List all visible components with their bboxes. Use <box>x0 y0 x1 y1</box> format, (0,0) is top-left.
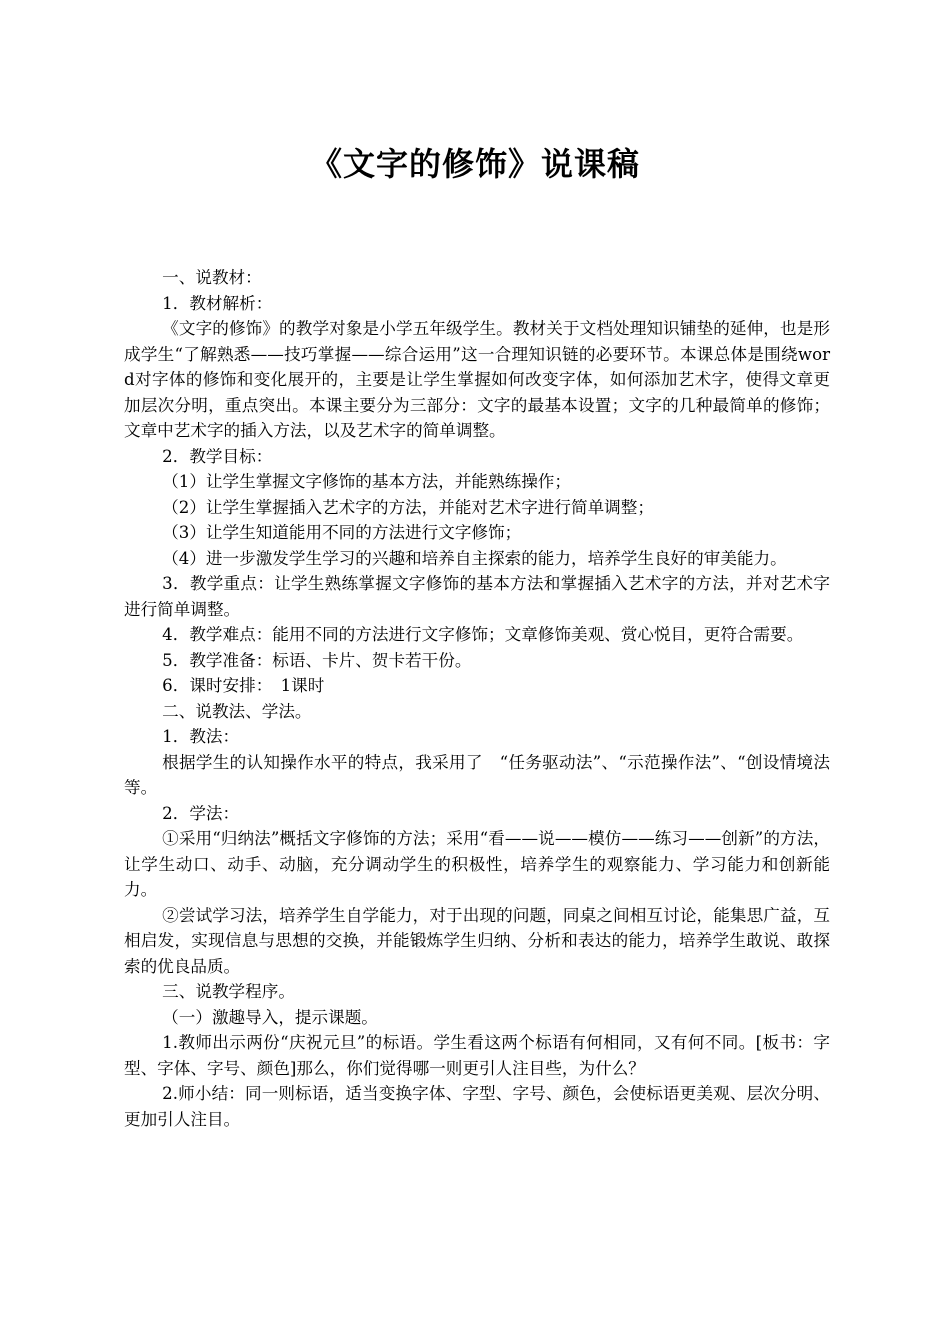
paragraph: 根据学生的认知操作水平的特点，我采用了 “任务驱动法”、“示范操作法”、“创设情境法等。 <box>124 752 830 797</box>
document-title: 《文字的修饰》说课稿 <box>309 145 640 183</box>
list-item: （3）让学生知道能用不同的方法进行文字修饰； <box>162 523 522 542</box>
paragraph: ①采用“归纳法”概括文字修饰的方法；采用“看——说——模仿——练习——创新”的方法，让学生动口、动手、动脑，充分调动学生的积极性，培养学生的观察能力、学习能力和创新能力。 <box>124 829 830 899</box>
paragraph: 1.教师出示两份“庆祝元旦”的标语。学生看这两个标语有何相同，又有何不同。[板书：字型、字体、字号、颜色]那么，你们觉得哪一则更引人注目些，为什么？ <box>124 1033 830 1078</box>
paragraph: 《文字的修饰》的教学对象是小学五年级学生。教材关于文档处理知识铺垫的延伸，也是形成学生“了解熟悉——技巧掌握——综合运用”这一合理知识链的必要环节。本课总体是围绕word对字体的修饰和变化展开的，主要是让学生掌握如何改变字体，如何添加艺术字，使得文章更加层次分明，重点突出。本课主要分为三部分：文字的最基本设置；文字的几种最简单的修饰；文章中艺术字的插入方法，以及艺术字的简单调整。 <box>124 319 830 440</box>
subsection-heading: （一）激趣导入，提示课题。 <box>162 1007 378 1027</box>
section-heading: 三、说教学程序。 <box>162 982 295 1001</box>
list-item: （4）进一步激发学生学习的兴趣和培养自主探索的能力，培养学生良好的审美能力。 <box>162 548 787 568</box>
paragraph: 5．教学准备：标语、卡片、贺卡若干份。 <box>162 650 472 670</box>
paragraph: ②尝试学习法，培养学生自学能力，对于出现的问题，同桌之间相互讨论，能集思广益，互相启发，实现信息与思想的交换，并能锻炼学生归纳、分析和表达的能力，培养学生敢说、敢探索的优良品质。 <box>124 905 830 976</box>
subsection-heading: 1．教法： <box>162 727 240 746</box>
paragraph: 2.师小结：同一则标语，适当变换字体、字型、字号、颜色，会使标语更美观、层次分明、更加引人注目。 <box>124 1084 830 1129</box>
paragraph: 4．教学难点：能用不同的方法进行文字修饰；文章修饰美观、赏心悦目，更符合需要。 <box>162 625 804 644</box>
list-item: （1）让学生掌握文字修饰的基本方法，并能熟练操作； <box>162 472 571 491</box>
subsection-heading: 2．教学目标： <box>162 446 273 466</box>
list-item: （2）让学生掌握插入艺术字的方法，并能对艺术字进行简单调整； <box>162 497 654 517</box>
subsection-heading: 1．教材解析： <box>162 293 273 313</box>
paragraph: 6．课时安排： 1课时 <box>162 676 325 695</box>
section-heading: 一、说教材： <box>162 268 262 287</box>
paragraph: 3．教学重点：让学生熟练掌握文字修饰的基本方法和掌握插入艺术字的方法，并对艺术字进行简单调整。 <box>124 574 830 619</box>
subsection-heading: 2．学法： <box>162 803 240 823</box>
document-body <box>124 265 830 1132</box>
section-heading: 二、说教法、学法。 <box>162 701 312 721</box>
